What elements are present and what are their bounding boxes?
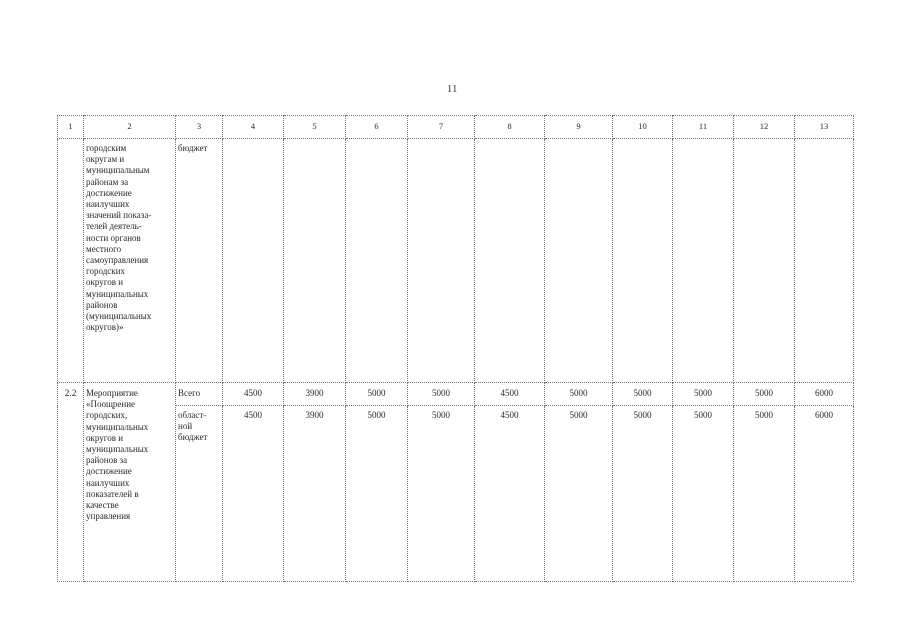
value-cell: 3900	[284, 383, 346, 406]
value-cell: 5000	[673, 383, 734, 406]
value-cell: 4500	[223, 383, 284, 406]
value-cell	[284, 139, 346, 383]
table-row	[58, 139, 854, 383]
value-cell: 5000	[613, 406, 673, 582]
funding-source: бюджет	[176, 139, 223, 383]
value-cell	[223, 139, 284, 383]
header-cell: 10	[613, 116, 673, 139]
header-cell: 13	[795, 116, 854, 139]
header-cell: 11	[673, 116, 734, 139]
value-cell	[346, 139, 408, 383]
value-cell: 5000	[613, 383, 673, 406]
value-cell: 6000	[795, 406, 854, 582]
funding-source: област- ной бюджет	[176, 406, 223, 582]
value-cell	[408, 139, 475, 383]
value-cell: 5000	[734, 383, 795, 406]
header-cell: 2	[84, 116, 176, 139]
header-cell: 7	[408, 116, 475, 139]
funding-source: Всего	[176, 383, 223, 406]
value-cell: 5000	[346, 383, 408, 406]
budget-table	[57, 115, 854, 582]
table-row	[58, 406, 854, 582]
row-description: городским округам и муниципальным районам за достижение наилучших значений показа- телей деятель- ности органов местного самоуправления городских округов и муниципальных районов (муниципальных округов)»	[84, 139, 176, 383]
header-row	[58, 116, 854, 139]
header-cell: 1	[58, 116, 84, 139]
header-cell: 5	[284, 116, 346, 139]
value-cell: 3900	[284, 406, 346, 582]
value-cell	[795, 139, 854, 383]
row-description: Мероприятие «Поощрение городских, муниципальных округов и муниципальных районов за достижение наилучших показателей в качестве управления	[84, 383, 176, 582]
header-cell: 12	[734, 116, 795, 139]
header-cell: 6	[346, 116, 408, 139]
value-cell	[613, 139, 673, 383]
row-number-cell: 2.2	[58, 383, 84, 582]
value-cell: 6000	[795, 383, 854, 406]
value-cell: 5000	[408, 406, 475, 582]
value-cell	[673, 139, 734, 383]
value-cell	[734, 139, 795, 383]
value-cell	[545, 139, 613, 383]
header-cell: 9	[545, 116, 613, 139]
table-row	[58, 383, 854, 406]
header-cell: 8	[475, 116, 545, 139]
value-cell: 4500	[223, 406, 284, 582]
value-cell: 5000	[408, 383, 475, 406]
value-cell: 5000	[346, 406, 408, 582]
value-cell: 5000	[673, 406, 734, 582]
value-cell: 5000	[545, 406, 613, 582]
header-cell: 3	[176, 116, 223, 139]
value-cell	[475, 139, 545, 383]
header-cell: 4	[223, 116, 284, 139]
page-number: 11	[447, 84, 458, 95]
value-cell: 4500	[475, 383, 545, 406]
value-cell: 4500	[475, 406, 545, 582]
value-cell: 5000	[545, 383, 613, 406]
row-number-cell	[58, 139, 84, 383]
value-cell: 5000	[734, 406, 795, 582]
